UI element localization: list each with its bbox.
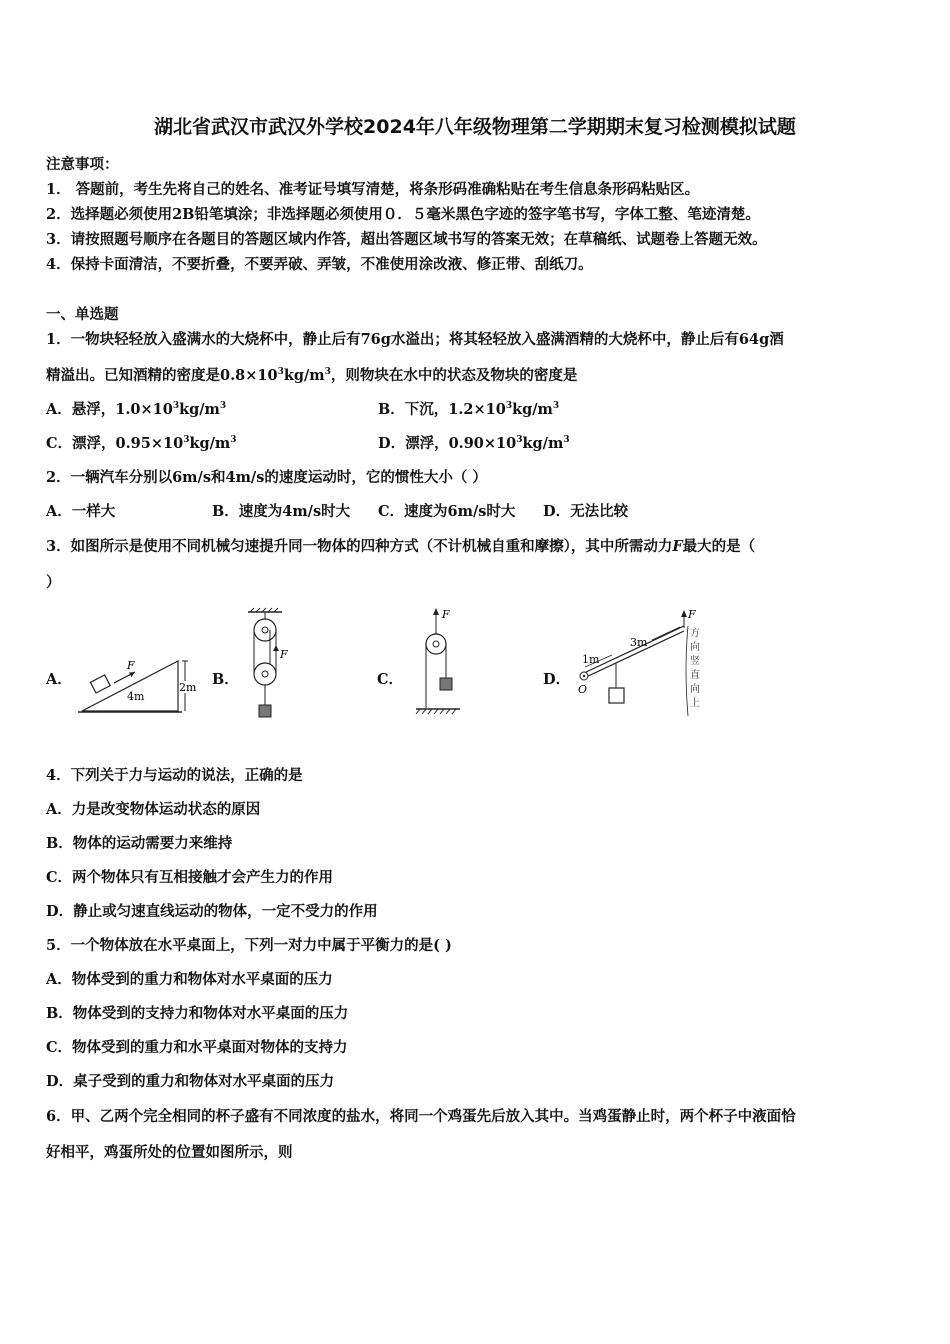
q1-b-text: B．下沉，1.2×10 [378,401,506,418]
q5-stem: 5．一个物体放在水平桌面上，下列一对力中属于平衡力的是( ) [46,937,452,954]
q5-option-a: A．物体受到的重力和物体对水平桌面的压力 [46,971,333,988]
q1-c-text: C．漂浮，0.95×10 [46,435,184,452]
q4-option-d: D．静止或匀速直线运动的物体，一定不受力的作用 [46,903,378,920]
notice-heading: 注意事项： [46,156,119,173]
q5-option-b: B．物体受到的支持力和物体对水平桌面的压力 [46,1005,349,1022]
fig-a-height-label: 2m [179,681,197,694]
notice-item-4: 4．保持卡面清洁，不要折叠，不要弄破、弄皱，不准使用涂改液、修正带、刮纸刀。 [46,256,593,273]
q3-fig-label-b: B． [212,671,239,688]
q1-b-unit: kg/m [512,401,553,418]
notice-item-3: 3．请按照题号顺序在各题目的答题区域内作答，超出答题区域书写的答案无效；在草稿纸、试题卷上答题无效。 [46,231,767,248]
fig-d-note-2: 向 [690,642,700,653]
q2-option-c: C．速度为6m/s时大 [378,503,516,520]
fig-d-short-arm-label: 1m [582,653,600,666]
q4-stem: 4．下列关于力与运动的说法，正确的是 [46,767,303,784]
q1-stem-times: ×10 [245,367,278,384]
q1-stem-line1: 1．一物块轻轻放入盛满水的大烧杯中，静止后有76g水溢出；将其轻轻放入盛满酒精的大烧杯中，静止后有64g酒 [46,331,784,348]
q1-option-b [378,398,559,419]
q3-figure-b-pulley-block [240,608,290,723]
q1-c-usup: 3 [230,435,237,445]
q2-stem: 2．一辆汽车分别以6m/s和4m/s的速度运动时，它的惯性大小（ ） [46,469,487,486]
q1-stem-sup: 3 [277,367,284,377]
q2-option-d: D．无法比较 [543,503,629,520]
fig-a-length-label: 4m [127,690,145,703]
q1-option-c [46,432,237,453]
q1-option-d [378,432,570,453]
fig-c-force-label: F [442,608,450,621]
q1-d-sup: 3 [516,435,523,445]
q1-a-usup: 3 [219,401,227,411]
q3-stem-line2: ） [46,574,61,591]
fig-b-force-label: F [280,648,288,661]
fig-d-force-label: F [688,608,696,621]
q6-stem-line2: 好相平，鸡蛋所处的位置如图所示，则 [46,1144,293,1161]
q1-stem-unit-sup: 3 [324,367,331,377]
q3-figure-d-lever [572,606,707,724]
q1-option-a [46,398,226,419]
q1-d-text: D．漂浮，0.90×10 [378,435,517,452]
q1-stem-tail: ，则物块在水中的状态及物块的密度是 [330,367,578,384]
q1-stem-unit: kg/m [283,367,325,384]
q3-fig-label-c: C． [377,671,404,688]
q1-c-unit: kg/m [189,435,231,452]
q1-d-usup: 3 [563,435,570,445]
q2-option-b: B．速度为4m/s时大 [212,503,351,520]
q1-b-usup: 3 [552,401,560,411]
q6-stem-line1: 6．甲、乙两个完全相同的杯子盛有不同浓度的盐水，将同一个鸡蛋先后放入其中。当鸡蛋静止时，两个杯子中液面恰 [46,1108,796,1125]
page-title: 湖北省武汉市武汉外学校2024年八年级物理第二学期期末复习检测模拟试题 [154,116,796,138]
q1-d-unit: kg/m [522,435,564,452]
fig-a-force-label: F [127,659,135,672]
q5-option-c: C．物体受到的重力和水平桌面对物体的支持力 [46,1039,348,1056]
q4-option-c: C．两个物体只有互相接触才会产生力的作用 [46,869,334,886]
fig-d-note-6: 上 [690,698,700,709]
q3-figure-c-pulley [412,606,467,718]
q4-option-a: A．力是改变物体运动状态的原因 [46,801,261,818]
q3-stem-line1 [46,535,755,556]
q3-fig-label-a: A． [46,671,72,688]
q3-fig-label-d: D． [543,671,571,688]
q4-option-b: B．物体的运动需要力来维持 [46,835,233,852]
q1-a-unit: kg/m [179,401,220,418]
q2-option-a: A．一样大 [46,503,116,520]
q5-option-d: D．桌子受到的重力和物体对水平桌面的压力 [46,1073,335,1090]
fig-d-note-1: 方 [690,628,700,639]
q1-c-sup: 3 [183,435,190,445]
q3-figure-a-incline [78,655,197,717]
q1-a-text: A．悬浮，1.0×10 [46,401,173,418]
q3-stem-tail: 最大的是（ [682,538,756,555]
fig-d-note-3: 竖 [690,656,700,667]
q1-b-sup: 3 [505,401,513,411]
q1-a-sup: 3 [172,401,180,411]
q3-stem-force: F [672,538,683,555]
fig-d-pivot-label: O [578,683,588,696]
fig-d-long-arm-label: 3m [630,636,648,649]
fig-d-note-5: 向 [690,684,700,695]
q3-stem-text: 3．如图所示是使用不同机械匀速提升同一物体的四种方式（不计机械自重和摩擦），其中所需动力 [46,538,673,555]
fig-d-note-4: 直 [690,670,700,681]
section-heading: 一、单选题 [46,306,119,323]
q1-stem-text: 精溢出。已知酒精的密度是0.8 [46,367,246,384]
q1-stem-line2 [46,364,577,385]
notice-item-2: 2．选择题必须使用2B铅笔填涂；非选择题必须使用０．５毫米黑色字迹的签字笔书写，字体工整、笔迹清楚。 [46,206,760,223]
notice-item-1: 1． 答题前，考生先将自己的姓名、准考证号填写清楚，将条形码准确粘贴在考生信息条形码粘贴区。 [46,181,700,198]
